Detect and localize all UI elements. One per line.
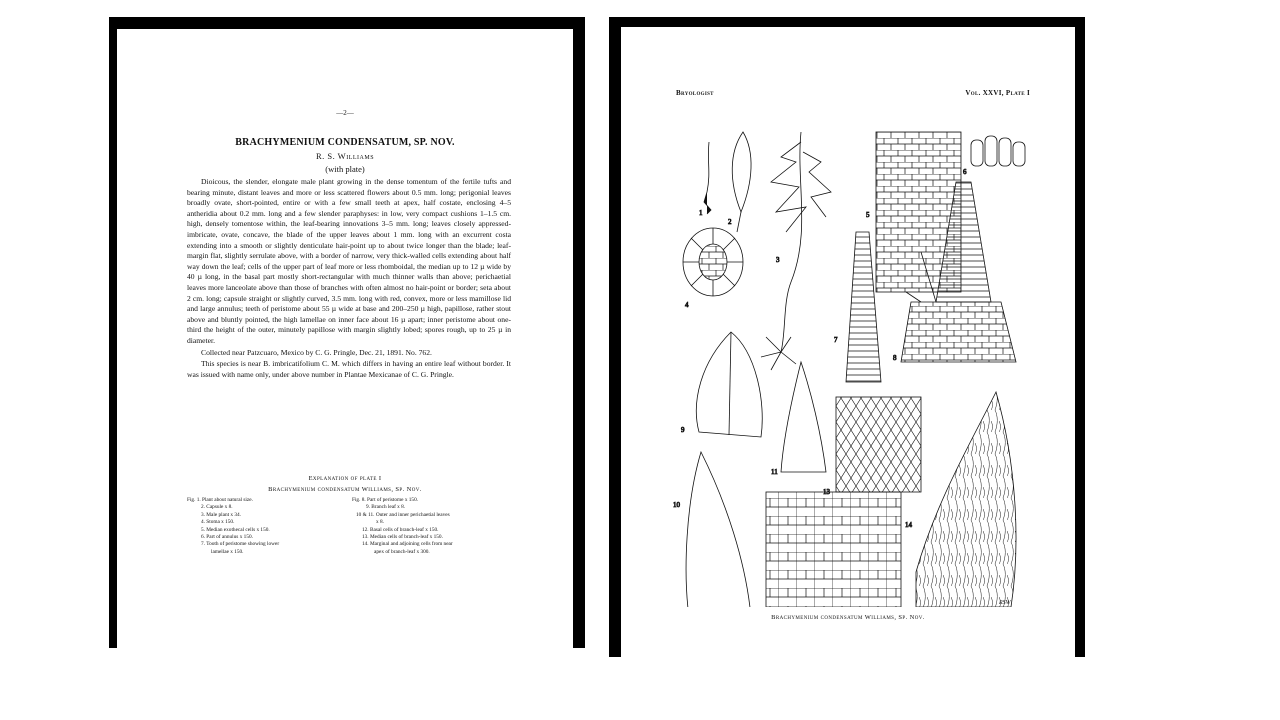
- figure-number: 5: [866, 211, 870, 219]
- artist-signature: RSW: [999, 600, 1011, 606]
- explanation-item: 4. Stoma x 150.: [201, 519, 235, 526]
- explanation-item: 5. Median exothecal cells x 150.: [201, 526, 270, 533]
- explanation-item: 14. Marginal and adjoining cells from near: [362, 541, 453, 548]
- explanation-item: apex of branch-leaf x 300.: [374, 548, 430, 555]
- right-page-frame: [609, 17, 1085, 657]
- figure-number: 8: [893, 354, 897, 362]
- explanation-item: 3. Male plant x 34.: [201, 511, 242, 518]
- page-number: —2—: [336, 109, 354, 117]
- left-page-frame: [109, 17, 585, 648]
- explanation-item: 9. Branch leaf x 8.: [366, 504, 406, 511]
- figure-11-inner-leaf: [781, 362, 826, 472]
- description-paragraph: Dioicous, the slender, elongate male plant growing in the dense tomentum of the fertile tufts and bearing minute, distant leaves and more or less scattered flowers about 0.5 mm. long; perigonial leaves broadly ovate, short-pointed, entire or with a few small teeth at apex, half costate, enclosing 4–5 antheridia about 0.2 mm. long and a few slender paraphyses: in low, very compact cushions 1–1.5 cm. high, densely tomentose within, the leaf-bearing innovations 3–5 mm. long; leaves closely appressed-imbricate, ovate, concave, the blade of the upper leaves about 1 mm. long with an excurrent costa extending into a smooth or slightly denticulate hair-point up to about twice longer than the blade; leaf-margin flat, slightly serrulate above, with a border of narrow, very thick-walled cells extending about half way down the leaf; cells of the upper part of leaf more or less rhomboidal, the median up to 12 µ wide by 40 µ long, in the basal part mostly short-rectangular with much thinner walls than above; perichaetial leaves more lanceolate above than those of branches with often almost no hair-point or border; seta about 2 cm. long; capsule straight or slightly curved, 3.5 mm. long with red, convex, more or less mamillose lid and large annulus; teeth of peristome about 55 µ wide at base and 200–250 µ high, papillose, rather stout above and bluntly pointed, the high lamellae on inner face about 16 µ apart; inner peristome about one-third the height of the outer, minutely papillose with margin slightly lobed; spores rough, up to 25 µ in diameter.: [187, 177, 511, 345]
- figure-number: 13: [823, 488, 830, 496]
- explanation-item: x 8.: [376, 519, 384, 526]
- explanation-item: Fig. 1. Plant about natural size.: [187, 497, 253, 503]
- plate-caption: Brachymenium condensatum Williams, Sp. Nov.: [771, 614, 925, 621]
- figure-number: 9: [681, 426, 685, 434]
- left-document-page: [117, 29, 573, 648]
- collection-paragraph: Collected near Patzcuaro, Mexico by C. G. Pringle, Dec. 21, 1891. No. 762.: [201, 347, 432, 357]
- botanical-plate-illustration: [671, 102, 1041, 607]
- figure-number: 7: [834, 336, 838, 344]
- figure-number: 1: [699, 209, 703, 217]
- explanation-title: Explanation of plate I: [308, 475, 382, 482]
- figure-2-capsule: [732, 132, 751, 232]
- article-author: R. S. Williams: [315, 151, 375, 161]
- article-body: [187, 177, 511, 380]
- explanation-left-column: [187, 497, 345, 556]
- figure-3-male-plant: [761, 132, 831, 370]
- figure-number: 4: [685, 301, 689, 309]
- figure-4-stoma: [683, 228, 743, 296]
- explanation-right-column: [352, 497, 512, 556]
- explanation-item: 12. Basal cells of branch-leaf x 150.: [362, 526, 439, 533]
- article-subtitle: (with plate): [325, 164, 365, 174]
- figure-6-annulus: [971, 136, 1025, 166]
- explanation-item: lamellae x 150.: [211, 548, 244, 555]
- explanation-item: 6. Part of annulus x 150.: [201, 534, 253, 541]
- figure-9-costa: [729, 332, 731, 435]
- figure-number: 10: [673, 501, 680, 509]
- plate-page: [621, 27, 1075, 657]
- figure-1-plant: [704, 142, 711, 214]
- explanation-item: 7. Tooth of peristome showing lower: [201, 541, 280, 548]
- plate-header-journal: Bryologist: [676, 89, 714, 97]
- plate-header-volume: Vol. XXVI, Plate I: [965, 89, 1030, 97]
- figure-number: 3: [776, 256, 780, 264]
- figure-13-median-cells: [836, 397, 921, 492]
- comparison-paragraph: This species is near B. imbricatifolium C. M. which differs in having an entire leaf without border. It was issued with name only, under above number in Plantae Mexicanae of C. G. Pringle.: [187, 359, 511, 379]
- figure-number: 11: [771, 468, 778, 476]
- explanation-item: Fig. 8. Part of peristome x 150.: [352, 497, 419, 503]
- figure-number: 6: [963, 168, 967, 176]
- figure-12-basal-cells: [766, 492, 901, 607]
- figure-10-outer-leaf: [686, 452, 751, 607]
- explanation-subtitle: Brachymenium condensatum Williams, Sp. Nov.: [268, 486, 422, 493]
- figure-number: 2: [728, 218, 732, 226]
- figure-14-marginal-cells: [916, 392, 1016, 607]
- article-title: BRACHYMENIUM CONDENSATUM, SP. NOV.: [235, 137, 455, 148]
- explanation-item: 13. Median cells of branch-leaf x 150.: [362, 534, 443, 541]
- explanation-item: 2. Capsule x 8.: [201, 504, 233, 511]
- figure-number: 14: [905, 521, 912, 529]
- explanation-item: 10 & 11. Outer and inner perichaetial leaves: [356, 511, 450, 518]
